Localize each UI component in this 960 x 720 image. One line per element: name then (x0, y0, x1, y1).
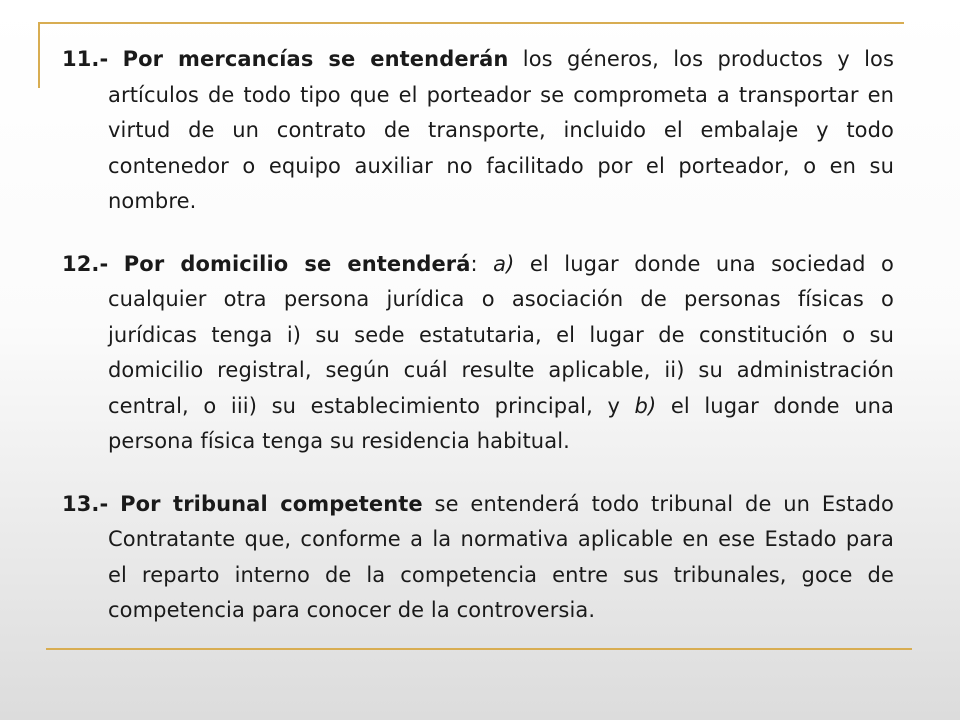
definition-text-b: el lugar donde una persona física tenga su residencia habitual. (108, 393, 895, 453)
definition-term: Por mercancías se entenderán (122, 47, 509, 71)
bottom-divider-line (46, 648, 912, 650)
clause-label-b: b) (634, 393, 657, 418)
definition-number: 12.- (62, 251, 109, 276)
definition-text: se entenderá todo tribunal de un Estado Contratante que, conforme a la normativa aplicable en ese Estado para el reparto interno de la competencia entre sus tribunales, goce de competencia para conocer de la controversia. (108, 491, 894, 622)
definition-number: 11.- (62, 47, 109, 71)
top-divider-line (38, 22, 904, 24)
definition-colon: : (470, 251, 494, 276)
clause-label-a: a) (493, 251, 515, 276)
definition-13 (62, 487, 894, 629)
definition-number: 13.- (62, 491, 109, 516)
top-left-accent-line (38, 22, 40, 88)
definition-text-a: el lugar donde una sociedad o cualquier otra persona jurídica o asociación de personas físicas o jurídicas tenga i) su sede estatutaria, el lugar de constitución o su domicilio registral, según cuál resulte aplicable, ii) su administración central, o iii) su establecimiento principal, y (108, 251, 895, 418)
definition-term: Por domicilio se entenderá (123, 251, 471, 276)
definitions-list (62, 42, 894, 629)
definition-term: Por tribunal competente (120, 491, 423, 516)
definition-text: los géneros, los productos y los artículos de todo tipo que el porteador se comprometa a transportar en virtud de un contrato de transporte, incluido el embalaje y todo contenedor o equipo auxiliar no facilitado por el porteador, o en su nombre. (108, 47, 894, 213)
definition-12 (62, 247, 894, 460)
definition-11 (62, 42, 894, 220)
